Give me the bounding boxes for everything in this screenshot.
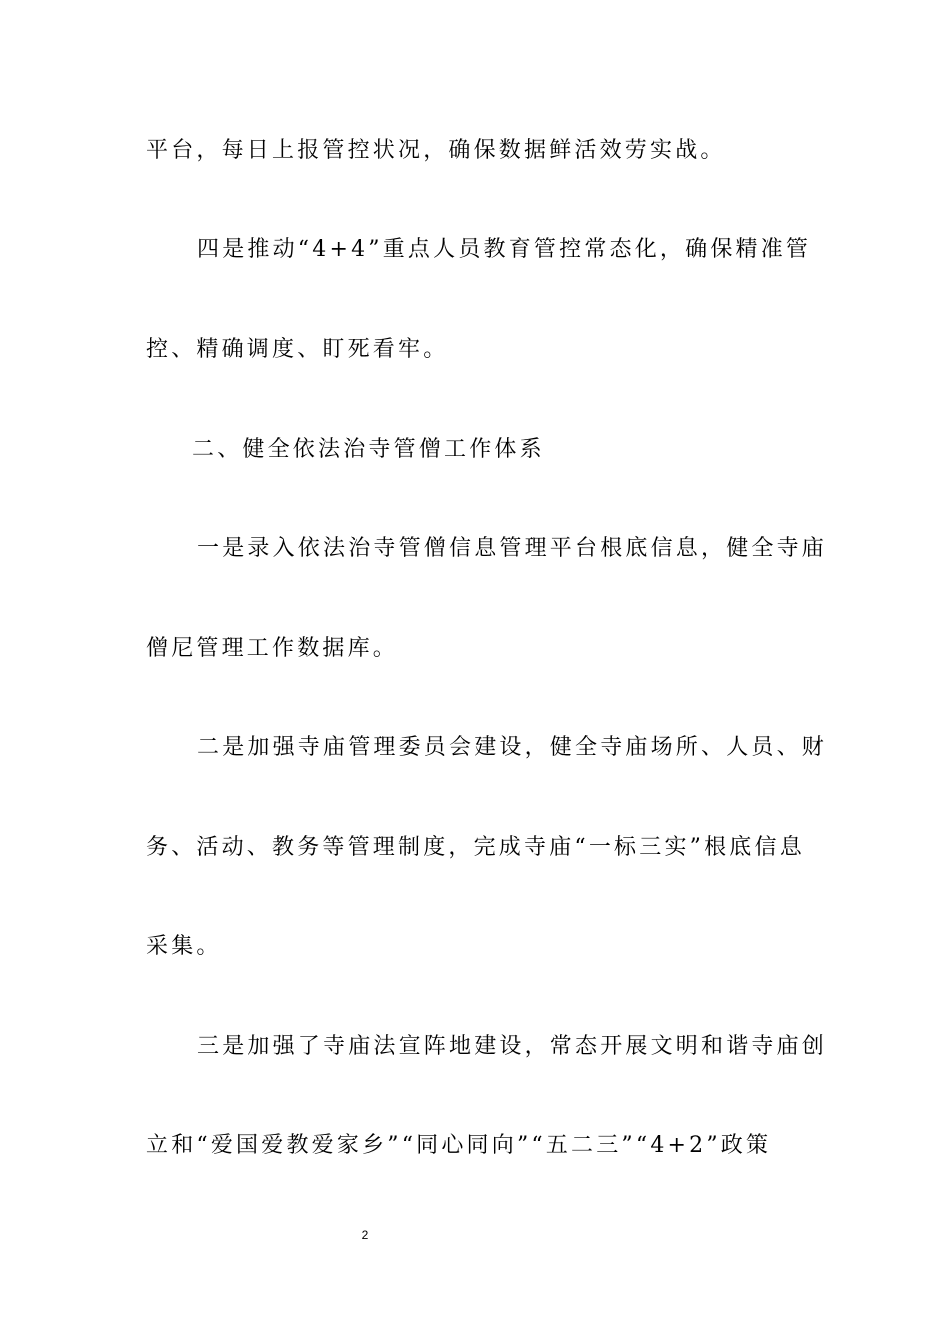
text-line-1: 平台，每日上报管控状况，确保数据鲜活效劳实战。 xyxy=(146,138,726,163)
page-number: 2 xyxy=(361,1228,369,1242)
text-line-5: 一是录入依法治寺管僧信息管理平台根底信息，健全寺庙 xyxy=(197,536,828,561)
text-line-2: 四是推动“4+4”重点人员教育管控常态化，确保精准管 xyxy=(197,237,812,262)
text-line-7: 二是加强寺庙管理委员会建设，健全寺庙场所、人员、财 xyxy=(197,735,828,760)
text-line-6: 僧尼管理工作数据库。 xyxy=(146,636,399,661)
section-heading: 二、健全依法治寺管僧工作体系 xyxy=(192,437,545,462)
text-line-9: 采集。 xyxy=(146,934,222,959)
text-line-8: 务、活动、教务等管理制度，完成寺庙“一标三实”根底信息 xyxy=(146,835,805,860)
text-line-10: 三是加强了寺庙法宣阵地建设，常态开展文明和谐寺庙创 xyxy=(197,1034,828,1059)
text-line-3: 控、精确调度、盯死看牢。 xyxy=(146,337,449,362)
text-line-11: 立和“爱国爱教爱家乡”“同心同向”“五二三”“4+2”政策 xyxy=(146,1133,772,1158)
